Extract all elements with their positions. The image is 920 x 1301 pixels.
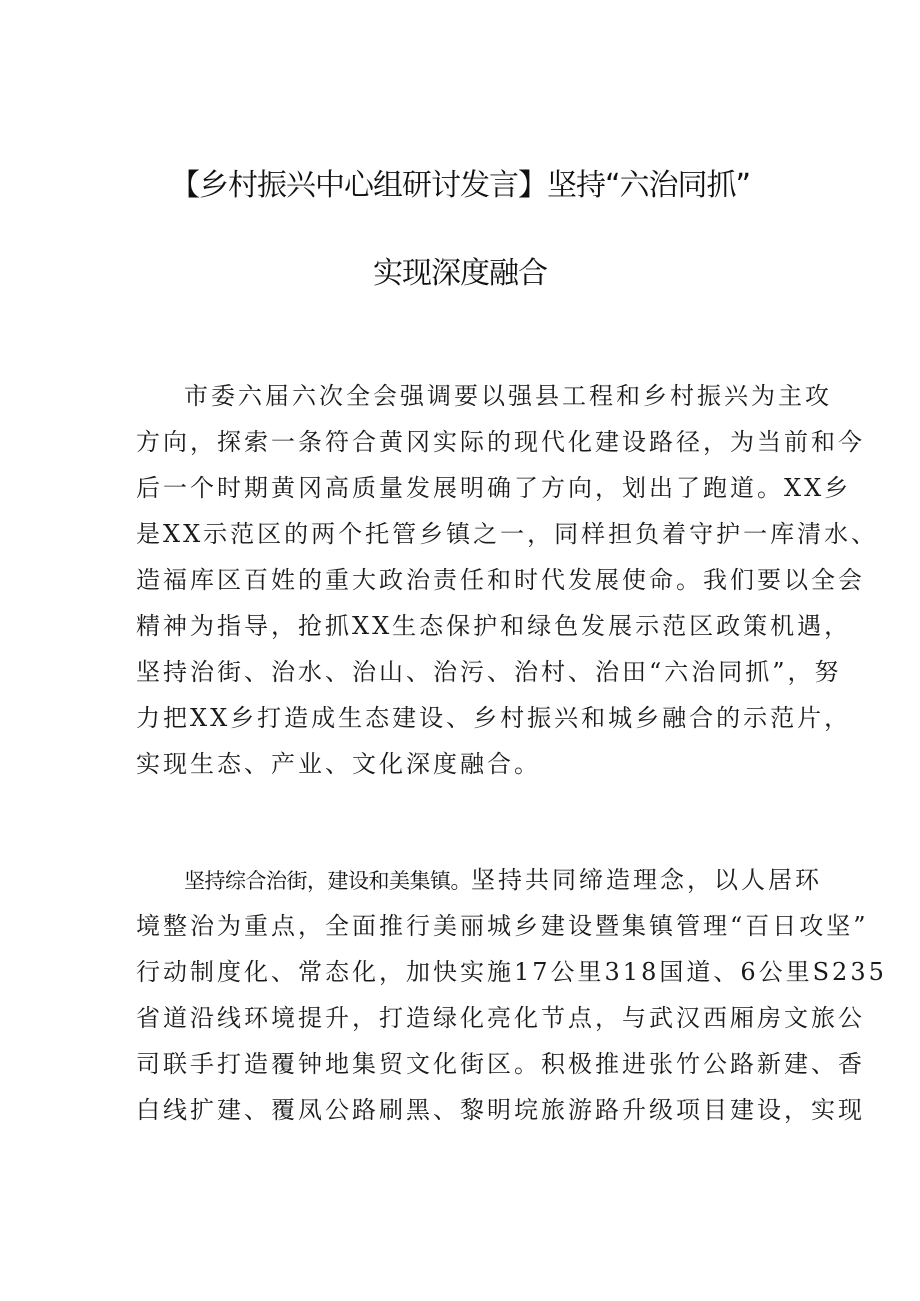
- paragraph-line: 方向，探索一条符合黄冈实际的现代化建设路径，为当前和今: [136, 428, 865, 456]
- paragraph-line: 省道沿线环境提升，打造绿化亮化节点，与武汉西厢房文旅公: [136, 1004, 865, 1032]
- paragraph-line: 司联手打造覆钟地集贸文化街区。积极推进张竹公路新建、香: [136, 1050, 865, 1078]
- paragraph-line: 造福库区百姓的重大政治责任和时代发展使命。我们要以全会: [136, 566, 865, 594]
- paragraph-line: 坚持治街、治水、治山、治污、治村、治田“六治同抓”，努: [136, 658, 842, 686]
- paragraph-1: [136, 373, 879, 787]
- document-title-line-2: 实现深度融合: [373, 256, 547, 291]
- paragraph-line: 白线扩建、覆凤公路刷黑、黎明垸旅游路升级项目建设，实现: [136, 1096, 865, 1124]
- paragraph-line: [136, 857, 836, 903]
- paragraph-lead-heading: 坚持综合治街，建设和美集镇。: [184, 869, 471, 893]
- paragraph-line: 精神为指导，抢抓XX生态保护和绿色发展示范区政策机遇，: [136, 612, 852, 640]
- paragraph-line: 市委六届六次全会强调要以强县工程和乡村振兴为主攻: [184, 382, 832, 410]
- paragraph-line-rest: 坚持共同缔造理念，以人居环: [471, 866, 822, 894]
- paragraph-line: 境整治为重点，全面推行美丽城乡建设暨集镇管理“百日攻坚”: [136, 912, 869, 940]
- paragraph-line: 是XX示范区的两个托管乡镇之一，同样担负着守护一库清水、: [136, 520, 879, 548]
- document-title-line-1: 【乡村振兴中心组研讨发言】坚持“六治同抓”: [169, 168, 751, 203]
- paragraph-line: 实现生态、产业、文化深度融合。: [136, 750, 541, 778]
- paragraph-line: 后一个时期黄冈高质量发展明确了方向，划出了跑道。XX乡: [136, 474, 852, 502]
- paragraph-line: 行动制度化、常态化，加快实施17公里318国道、6公里S235: [136, 958, 887, 986]
- paragraph-line: 力把XX乡打造成生态建设、乡村振兴和城乡融合的示范片，: [136, 704, 852, 732]
- paragraph-2: [136, 857, 887, 1133]
